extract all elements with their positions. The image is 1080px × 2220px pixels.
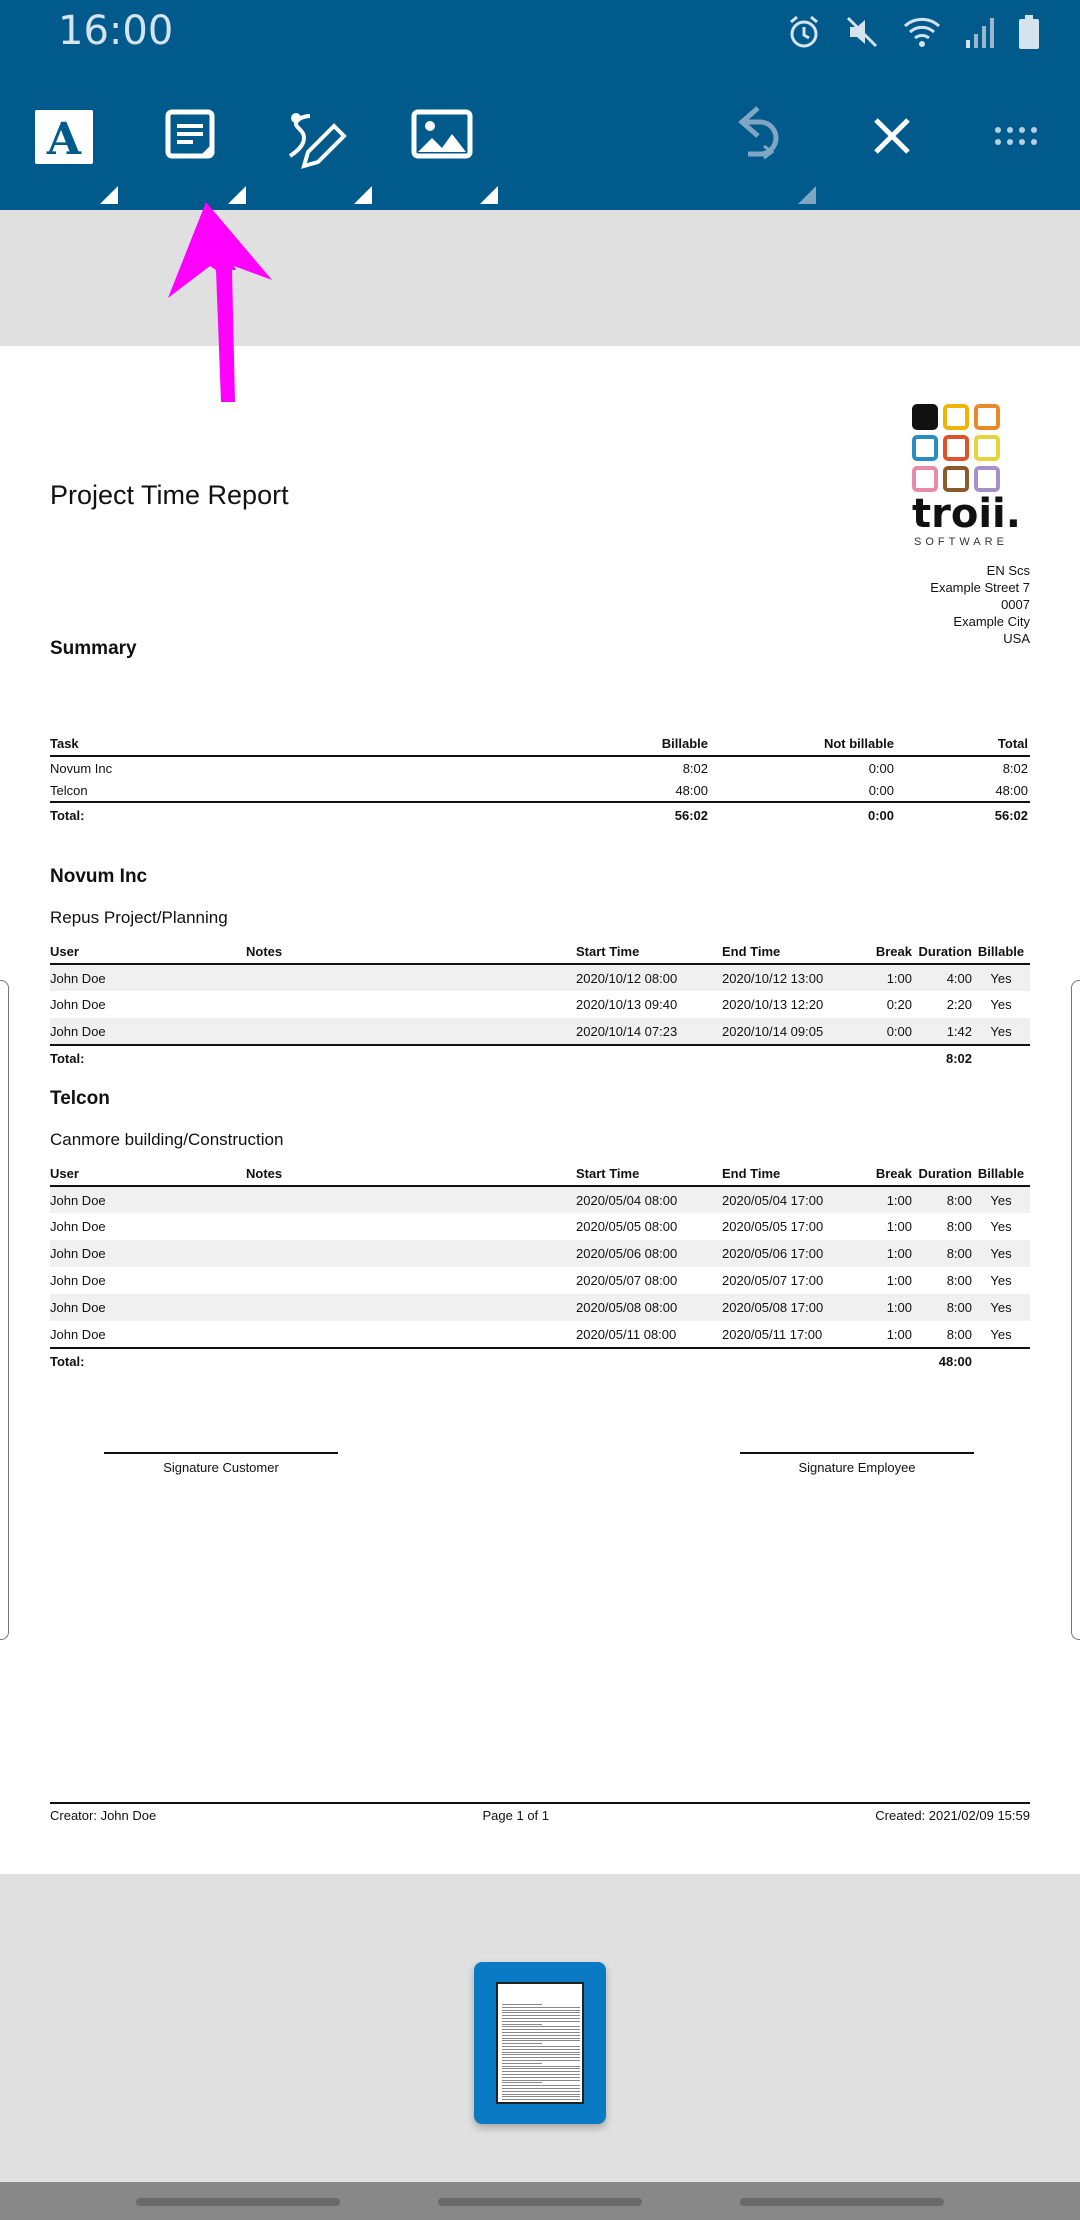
text-tool-dropdown-indicator bbox=[100, 186, 118, 204]
client-heading: Telcon bbox=[50, 1088, 110, 1109]
thumbnail-line bbox=[502, 2035, 580, 2036]
status-icons bbox=[786, 12, 1040, 52]
logo-square bbox=[974, 404, 1000, 430]
thumbnail-line bbox=[502, 2024, 542, 2025]
close-icon bbox=[846, 100, 936, 190]
image-icon bbox=[400, 100, 490, 190]
thumbnail-line bbox=[502, 2046, 580, 2047]
image-tool-button[interactable] bbox=[400, 100, 490, 190]
thumbnail-line bbox=[502, 2085, 580, 2086]
footer-page-number: Page 1 of 1 bbox=[482, 1808, 550, 1823]
thumbnail-preview bbox=[496, 1982, 584, 2104]
thumbnail-line bbox=[502, 2018, 580, 2019]
report-title: Project Time Report bbox=[50, 480, 289, 510]
footer-created: Created: 2021/02/09 15:59 bbox=[875, 1808, 1030, 1823]
thumbnail-line bbox=[502, 2040, 580, 2041]
nav-home-button[interactable] bbox=[438, 2198, 642, 2206]
thumbnail-line bbox=[502, 2043, 542, 2044]
thumbnail-line bbox=[502, 2026, 580, 2027]
section-total-row: Total: 8:02 bbox=[50, 1045, 1030, 1071]
more-dots-icon bbox=[972, 100, 1062, 190]
section-total-row: Total: 48:00 bbox=[50, 1348, 1030, 1374]
logo-square bbox=[912, 435, 938, 461]
logo-square bbox=[943, 435, 969, 461]
thumbnail-line bbox=[502, 2060, 580, 2061]
thumbnail-line bbox=[502, 2004, 542, 2005]
thumbnail-line bbox=[502, 2007, 580, 2008]
thumbnail-line bbox=[502, 2077, 580, 2078]
text-tool-button[interactable] bbox=[20, 100, 110, 190]
alarm-icon bbox=[786, 14, 822, 50]
table-row: John Doe 2020/05/04 08:00 2020/05/04 17:00 1:00 8:00 Yes bbox=[50, 1186, 1030, 1213]
thumbnail-line bbox=[502, 2057, 580, 2058]
battery-icon bbox=[1018, 14, 1040, 50]
summary-table: Task Billable Not billable Total Novum Inc 8:02 0:00 8:02 Telcon 48:00 0:00 48:00 Total: 56:02 0:00 56:02 bbox=[50, 732, 1030, 828]
client-heading: Novum Inc bbox=[50, 866, 148, 887]
project-heading: Canmore building/Construction bbox=[50, 1130, 284, 1149]
thumbnail-line bbox=[502, 2054, 580, 2055]
note-icon bbox=[148, 100, 238, 190]
thumbnail-line bbox=[502, 2088, 580, 2089]
time-entries-table: User Notes Start Time End Time Break Duration Billable John Doe 2020/05/04 08:00 2020/05/04 17:00 1:00 8:00 Yes John Doe 2020/05/05 08:00 2020/05/05 17:00 1:00 8:00 Yes John Doe 2020/05/06 08:00 2020/05/06 17:00 1:00 8:00 Yes John Doe 2020/05/07 08:00 2020/05/07 17:00 1:00 8:00 Yes John Doe 2020/05/08 08:00 2020/05/08 17:00 1:00 8:00 Yes John Doe 2020/05/11 08:00 2020/05/11 17:00 1:00 8:00 Yes Total: 48:00 bbox=[50, 1162, 1030, 1374]
image-tool-dropdown-indicator bbox=[480, 186, 498, 204]
signal-icon bbox=[964, 14, 996, 50]
signature-employee: Signature Employee bbox=[740, 1452, 974, 1475]
close-button[interactable] bbox=[846, 100, 936, 190]
undo-icon bbox=[718, 100, 808, 190]
table-row: John Doe 2020/05/11 08:00 2020/05/11 17:00 1:00 8:00 Yes bbox=[50, 1326, 1012, 1342]
status-time: 16:00 bbox=[58, 8, 174, 54]
footer-divider bbox=[50, 1802, 1030, 1804]
thumbnail-line bbox=[502, 2091, 580, 2092]
table-row: John Doe 2020/05/07 08:00 2020/05/07 17:00 1:00 8:00 Yes bbox=[50, 1273, 1012, 1288]
more-button[interactable] bbox=[972, 100, 1062, 190]
table-row: John Doe 2020/10/14 07:23 2020/10/14 09:05 0:00 1:42 Yes bbox=[50, 1018, 1030, 1045]
footer-creator: Creator: John Doe bbox=[50, 1808, 157, 1823]
table-row: Telcon 48:00 0:00 48:00 bbox=[50, 782, 1028, 798]
logo-square bbox=[974, 435, 1000, 461]
thumbnail-line bbox=[502, 2094, 580, 2095]
logo-square bbox=[943, 404, 969, 430]
thumbnail-line bbox=[502, 2063, 542, 2064]
nav-back-button[interactable] bbox=[740, 2198, 944, 2206]
thumbnail-line bbox=[502, 2015, 580, 2016]
draw-tool-dropdown-indicator bbox=[354, 186, 372, 204]
wifi-icon bbox=[902, 14, 942, 50]
nav-recent-button[interactable] bbox=[136, 2198, 340, 2206]
table-row: Novum Inc 8:02 0:00 8:02 bbox=[50, 760, 1028, 776]
logo-square bbox=[943, 466, 969, 492]
text-format-icon bbox=[20, 100, 110, 190]
annotation-arrow-icon bbox=[160, 188, 280, 408]
thumbnail-line bbox=[502, 2082, 542, 2083]
company-address: EN Scs Example Street 7 0007 Example City USA bbox=[930, 563, 1030, 646]
summary-heading: Summary bbox=[50, 638, 137, 659]
draw-tool-button[interactable] bbox=[274, 100, 364, 190]
table-row: John Doe 2020/10/13 09:40 2020/10/13 12:20 0:20 2:20 Yes bbox=[50, 997, 1012, 1012]
summary-total-row: Total: 56:02 0:00 56:02 bbox=[50, 802, 1030, 828]
table-row: John Doe 2020/10/12 08:00 2020/10/12 13:00 1:00 4:00 Yes bbox=[50, 964, 1030, 991]
thumbnail-line bbox=[502, 2012, 580, 2013]
thumbnail-line bbox=[502, 2038, 580, 2039]
table-row: John Doe 2020/05/06 08:00 2020/05/06 17:00 1:00 8:00 Yes bbox=[50, 1240, 1030, 1267]
undo-dropdown-indicator bbox=[798, 186, 816, 204]
page-footer bbox=[50, 1808, 1030, 1823]
toolbar bbox=[0, 0, 1080, 210]
document-page[interactable] bbox=[0, 346, 1080, 1874]
thumbnail-line bbox=[502, 2099, 580, 2100]
thumbnail-line bbox=[502, 2068, 580, 2069]
right-page-edge-handle[interactable] bbox=[1071, 980, 1080, 1640]
thumbnail-line bbox=[502, 2052, 580, 2053]
thumbnail-line bbox=[502, 2010, 580, 2011]
thumbnail-line bbox=[502, 2021, 580, 2022]
table-row: John Doe 2020/05/05 08:00 2020/05/05 17:00 1:00 8:00 Yes bbox=[50, 1219, 1012, 1234]
thumbnail-line bbox=[502, 2071, 580, 2072]
left-page-edge-handle[interactable] bbox=[0, 980, 9, 1640]
system-nav-bar bbox=[0, 2182, 1080, 2220]
note-tool-button[interactable] bbox=[148, 100, 238, 190]
undo-button[interactable] bbox=[718, 100, 808, 190]
troii-logo: troii. SOFTWARE bbox=[912, 404, 1022, 548]
thumbnail-line bbox=[502, 2080, 580, 2081]
logo-square bbox=[912, 466, 938, 492]
signature-customer: Signature Customer bbox=[104, 1452, 338, 1475]
thumbnail-line bbox=[502, 2102, 542, 2103]
svg-text:A: A bbox=[46, 114, 82, 165]
table-row: John Doe 2020/05/08 08:00 2020/05/08 17:00 1:00 8:00 Yes bbox=[50, 1294, 1030, 1321]
page-thumbnail[interactable] bbox=[474, 1962, 606, 2124]
mute-icon bbox=[844, 14, 880, 50]
logo-square bbox=[974, 466, 1000, 492]
project-heading: Repus Project/Planning bbox=[50, 908, 228, 927]
pen-draw-icon bbox=[274, 100, 364, 190]
thumbnail-line bbox=[502, 2066, 580, 2067]
thumbnail-line bbox=[502, 2032, 580, 2033]
thumbnail-line bbox=[502, 2029, 580, 2030]
thumbnail-line bbox=[502, 2074, 580, 2075]
logo-square bbox=[912, 404, 938, 430]
thumbnail-line bbox=[502, 2049, 580, 2050]
thumbnail-line bbox=[502, 2096, 580, 2097]
time-entries-table: User Notes Start Time End Time Break Duration Billable John Doe 2020/10/12 08:00 2020/10/12 13:00 1:00 4:00 Yes John Doe 2020/10/13 09:40 2020/10/13 12:20 0:20 2:20 Yes John Doe 2020/10/14 07:23 2020/10/14 09:05 0:00 1:42 Yes Total: 8:02 bbox=[50, 940, 1030, 1071]
